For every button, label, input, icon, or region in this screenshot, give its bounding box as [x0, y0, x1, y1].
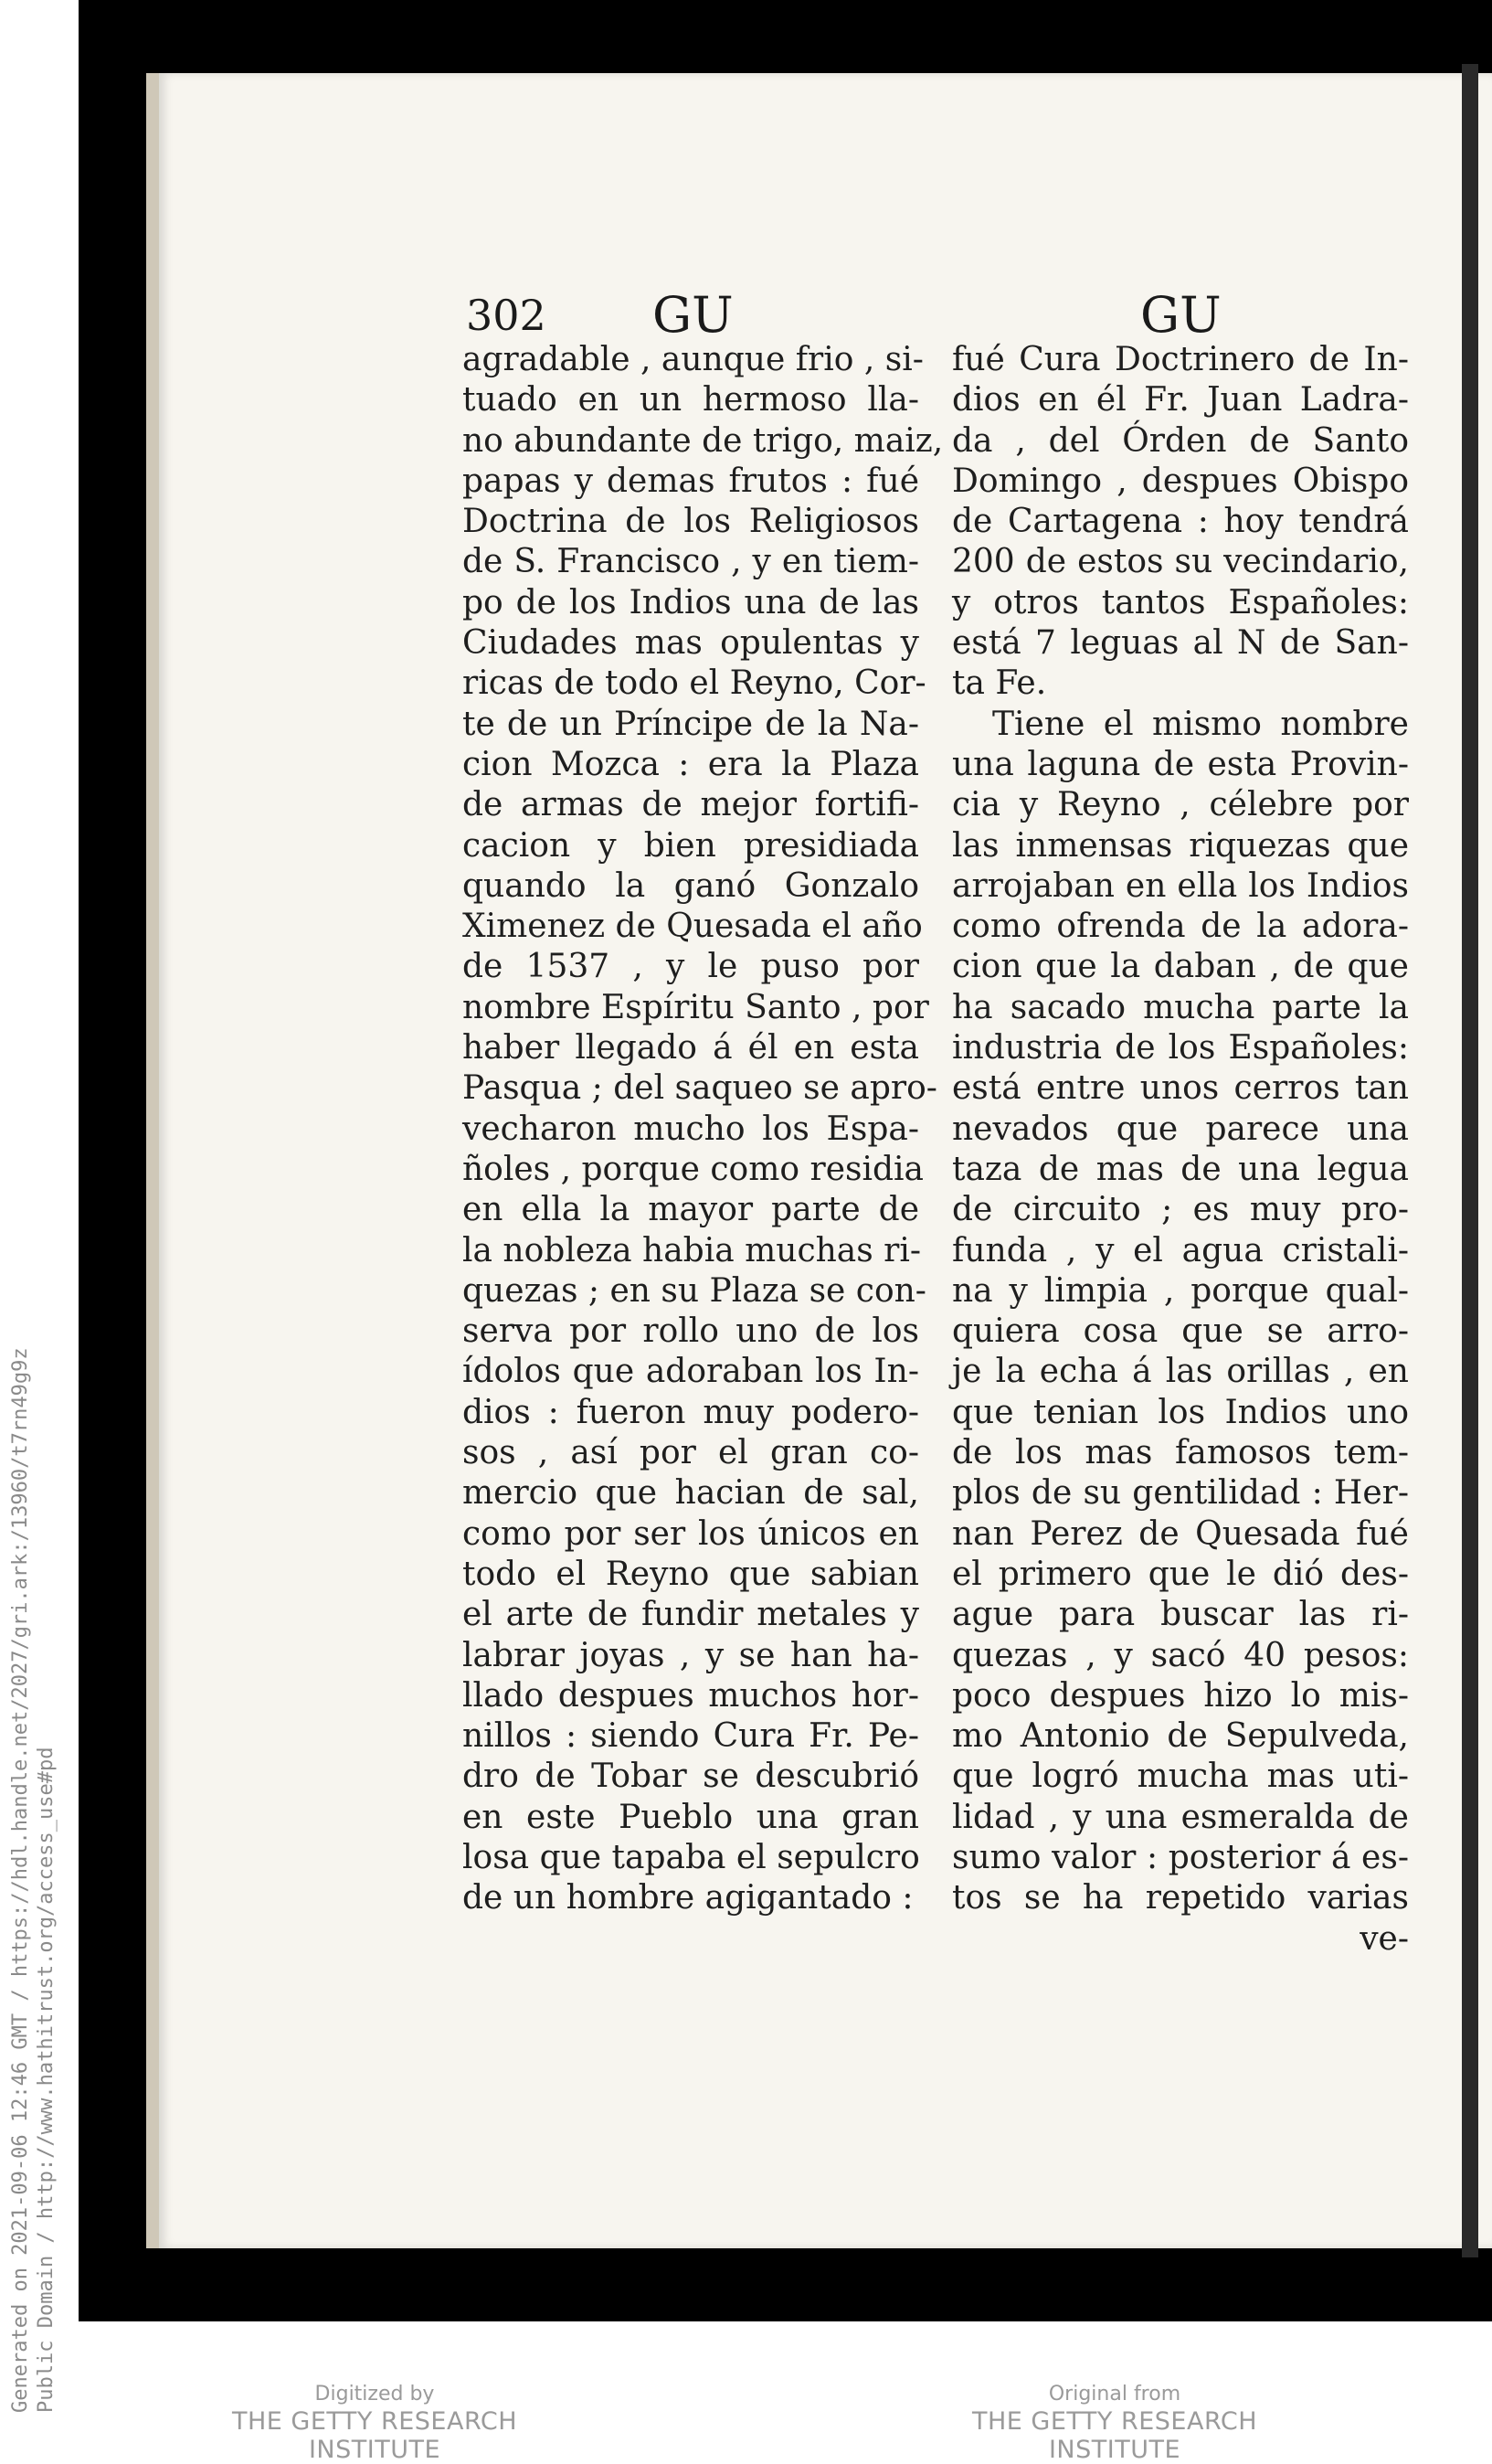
text-line: dro de Tobar se descubrió — [462, 1758, 919, 1796]
text-line: de Cartagena : hoy tendrá — [952, 503, 1409, 541]
text-line: papas y demas frutos : fué — [462, 462, 919, 500]
text-line: la nobleza habia muchas ri- — [462, 1231, 922, 1269]
text-line: las inmensas riquezas que — [952, 826, 1409, 865]
text-line: cion Mozca : era la Plaza — [462, 745, 919, 783]
text-line: 200 de estos su vecindario, — [952, 543, 1409, 581]
text-line: mo Antonio de Sepulveda, — [952, 1717, 1409, 1756]
text-line: ricas de todo el Reyno, Cor- — [462, 664, 926, 703]
text-line: cacion y bien presidiada — [462, 826, 919, 865]
page-number: 302 — [466, 291, 546, 340]
text-line: te de un Príncipe de la Na- — [462, 705, 919, 743]
text-line: sumo valor : posterior á es- — [952, 1838, 1409, 1876]
text-line: Ximenez de Quesada el año — [462, 908, 923, 946]
text-line: de un hombre agigantado : — [462, 1879, 914, 1917]
text-line: plos de su gentilidad : Her- — [952, 1474, 1409, 1513]
digitized-by-institution: THE GETTY RESEARCH INSTITUTE — [231, 2407, 518, 2464]
text-line: de circuito ; es muy pro- — [952, 1191, 1409, 1229]
text-line: en este Pueblo una gran — [462, 1798, 919, 1836]
text-line: je la echa á las orillas , en — [952, 1353, 1409, 1391]
text-line: da , del Órden de Santo — [952, 421, 1409, 460]
text-line: cia y Reyno , célebre por — [952, 786, 1409, 824]
text-line: nevados que parece una — [952, 1110, 1409, 1148]
text-line: ague para buscar las ri- — [952, 1596, 1409, 1634]
page-edge — [1462, 64, 1478, 2257]
text-line: como ofrenda de la adora- — [952, 908, 1409, 946]
running-head-left: GU — [652, 286, 734, 344]
text-line: Domingo , despues Obispo — [952, 462, 1409, 500]
text-line: cion que la daban , de que — [952, 948, 1409, 986]
text-line: quezas , y sacó 40 pesos: — [952, 1636, 1409, 1674]
text-line: Ciudades mas opulentas y — [462, 624, 919, 663]
text-line: nillos : siendo Cura Fr. Pe- — [462, 1717, 919, 1756]
text-line: Pasqua ; del saqueo se apro- — [462, 1069, 937, 1108]
text-line: nan Perez de Quesada fué — [952, 1514, 1409, 1553]
text-line: ñoles , porque como residia — [462, 1150, 925, 1188]
text-line: quezas ; en su Plaza se con- — [462, 1271, 926, 1310]
text-line: quando la ganó Gonzalo — [462, 866, 919, 905]
text-line: po de los Indios una de las — [462, 583, 919, 621]
text-line: losa que tapaba el sepulcro — [462, 1838, 920, 1876]
text-line: sos , así por el gran co- — [462, 1434, 919, 1472]
text-line: ha sacado mucha parte la — [952, 988, 1409, 1026]
text-line: llado despues muchos hor- — [462, 1676, 919, 1715]
text-line: Doctrina de los Religiosos — [462, 503, 919, 541]
right-text-column — [952, 340, 1409, 1960]
hathitrust-side-note — [0, 1225, 82, 2413]
text-line: arrojaban en ella los Indios — [952, 866, 1409, 905]
text-line: Tiene el mismo nombre — [992, 705, 1409, 743]
left-text-column — [462, 340, 944, 1919]
text-line: labrar joyas , y se han ha- — [462, 1636, 919, 1674]
text-line: fué Cura Doctrinero de In- — [952, 341, 1409, 378]
running-head-right: GU — [1140, 286, 1222, 344]
public-domain-note: Public Domain / http://www.hathitrust.org/access_use#pd — [35, 1747, 58, 2413]
text-line: ve- — [1360, 1919, 1409, 1958]
text-line: ídolos que adoraban los In- — [462, 1353, 919, 1391]
text-line: taza de mas de una legua — [952, 1150, 1409, 1188]
text-line: no abundante de trigo, maiz, — [462, 421, 944, 460]
text-line: una laguna de esta Provin- — [952, 745, 1409, 783]
text-line: poco despues hizo lo mis- — [952, 1676, 1409, 1715]
text-line: industria de los Españoles: — [952, 1029, 1409, 1067]
text-line: agradable , aunque frio , si- — [462, 341, 924, 378]
text-line: que tenian los Indios uno — [952, 1393, 1409, 1431]
text-line: nombre Espíritu Santo , por — [462, 988, 929, 1026]
text-line: haber llegado á él en esta — [462, 1029, 919, 1067]
text-line: tos se ha repetido varias — [952, 1879, 1409, 1917]
text-line: está 7 leguas al N de San- — [952, 624, 1409, 663]
text-line: serva por rollo uno de los — [462, 1312, 919, 1351]
text-line: dios en él Fr. Juan Ladra- — [952, 381, 1409, 420]
generated-note: Generated on 2021-09-06 12:46 GMT / https://hdl.handle.net/2027/gri.ark:/13960/t7rn49g9z — [9, 1347, 32, 2413]
text-line: de 1537 , y le puso por — [462, 948, 919, 986]
text-line: de S. Francisco , y en tiem- — [462, 543, 919, 581]
text-line: funda , y el agua cristali- — [952, 1231, 1409, 1269]
original-from-label: Original from — [1048, 2383, 1181, 2406]
text-line: vecharon mucho los Espa- — [462, 1110, 919, 1148]
text-line: el primero que le dió des- — [952, 1555, 1409, 1593]
text-line: de armas de mejor fortifi- — [462, 786, 919, 824]
text-line: el arte de fundir metales y — [462, 1596, 919, 1634]
text-line: y otros tantos Españoles: — [952, 583, 1409, 621]
text-line: que logró mucha mas uti- — [952, 1758, 1409, 1796]
text-line: ta Fe. — [952, 664, 1047, 703]
text-line: tuado en un hermoso lla- — [462, 381, 919, 420]
text-line: dios : fueron muy podero- — [462, 1393, 919, 1431]
text-line: mercio que hacian de sal, — [462, 1474, 919, 1513]
text-line: lidad , y una esmeralda de — [952, 1798, 1409, 1836]
text-line: en ella la mayor parte de — [462, 1191, 919, 1229]
text-line: de los mas famosos tem- — [952, 1434, 1409, 1472]
text-line: como por ser los únicos en — [462, 1514, 919, 1553]
digitized-by-label: Digitized by — [314, 2383, 435, 2406]
text-line: está entre unos cerros tan — [952, 1069, 1409, 1108]
text-line: quiera cosa que se arro- — [952, 1312, 1409, 1351]
original-from-institution: THE GETTY RESEARCH INSTITUTE — [971, 2407, 1258, 2464]
text-line: todo el Reyno que sabian — [462, 1555, 919, 1593]
text-line: na y limpia , porque qual- — [952, 1271, 1409, 1310]
